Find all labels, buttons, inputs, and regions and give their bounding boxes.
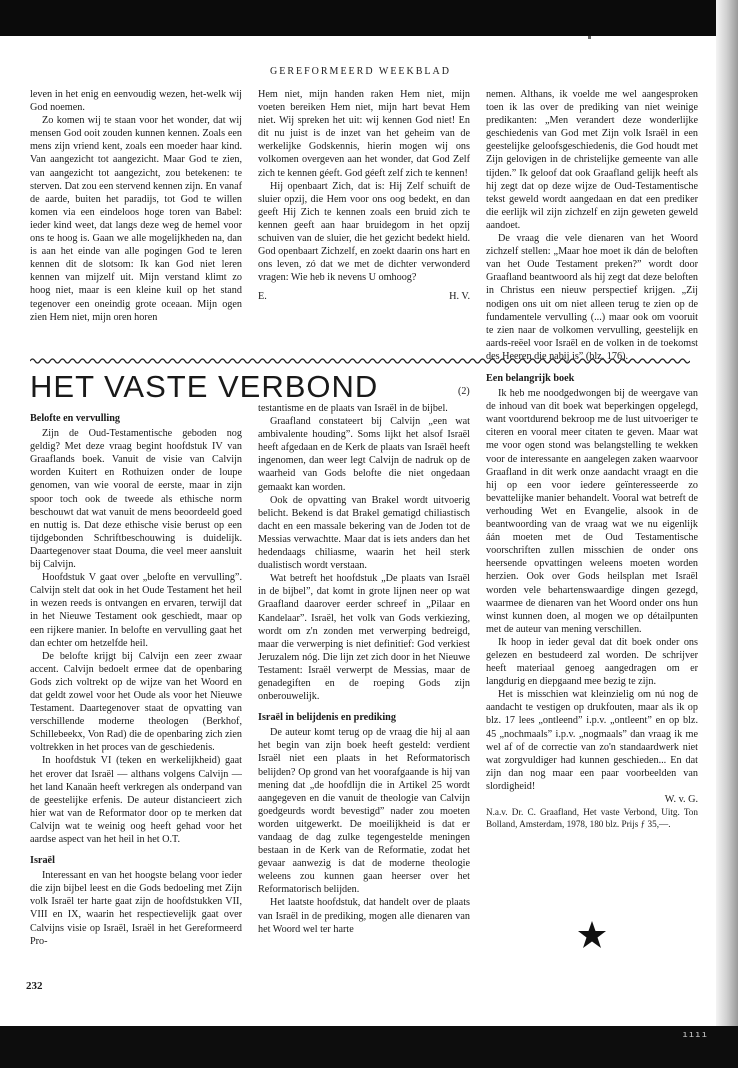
article-part-number: (2)	[458, 386, 470, 397]
running-header: GEREFORMEERD WEEKBLAD	[270, 66, 451, 77]
bottom-scan-border	[0, 1026, 738, 1068]
paragraph: Ik hoop in ieder geval dat dit boek onder ons gelezen en bestudeerd zal worden. De schrijver heeft materiaal genoeg aangedragen om er langdurig en diepgaand mee bezig te zijn.	[486, 636, 698, 688]
paragraph: Het laatste hoofdstuk, dat handelt over de plaats van Israël in de prediking, mogen alle dienaren van het Woord wel ter harte	[258, 897, 470, 935]
article-signature: W. v. G.	[664, 794, 698, 805]
paragraph: Hem niet, mijn handen raken Hem niet, mijn voeten bereiken Hem niet, mijn hart bevat Hem niet. Wij spreken het uit: wij kennen God niet! En dit nu juist is de inzet van het geheim van de werkelijke Godskennis, hierin mogen wij ons volkomen overgeven aan het wonder, dat God Zelf zich te kennen géeft. God géeft zelf zich te kennen!	[258, 89, 470, 179]
paragraph: testantisme en de plaats van Israël in de bijbel.	[258, 403, 448, 414]
page-edge-shadow	[716, 0, 738, 1068]
signature-line	[258, 290, 470, 303]
paragraph: Wat betreft het hoofdstuk „De plaats van Israël in de bijbel”, dat komt in grote lijnen neer op wat Graafland daarover eerder schreef in „Pilaar en Kandelaar”. Israël, het volk van Gods verkiezing, wordt om z'n zonden met verwerping bedreigd, maar die verwerping is niet definitief: God verkiest Jeruzalem nóg. Die lijn zet zich door in het Nieuwe Testament: Israël verwerpt de Messias, maar de genadegiften en de roeping Gods zijn onberouwelijk.	[258, 573, 470, 703]
signature-right: H. V.	[449, 291, 470, 303]
paragraph: In hoofdstuk VI (teken en werkelijkheid) gaat het erover dat Israël — althans volgens Calvijn — het land Kanaän heeft verkregen als onderpand van de geestelijke erfenis. De auteur distancieert zich hier wat van de Reformator door op te merken dat Calvijn wat te weinig oog heeft gehad voor het aardse aspect van het heil in het O.T.	[30, 755, 242, 845]
top-article-column-2	[258, 88, 470, 304]
paragraph: De belofte krijgt bij Calvijn een zeer zwaar accent. Calvijn bedoelt ermee dat de openbaring Gods zich voltrekt op de wijze van het Woord en dat geldt zowel voor het Oude als voor het Nieuwe Testament. Daartegenover staat de opvatting van verschillende moderne theologen (Berkhof, Schillebeekx, Von Rad) die de openbaring zich zien voltrekken in het proces van de geschiedenis.	[30, 650, 242, 754]
paragraph: Ik heb me noodgedwongen bij de weergave van de inhoud van dit boek wat beperkingen opgelegd, want voortdurend bekroop me de lust uitvoeriger te citeren en vooral meer citaten te geven. Maar wat me voor ogen stond was belangstelling te wekken voor de interessante en aangelegen zaken waarvoor Graafland in dit werk onze aandacht vraagt en die hij op een voor iedere geïnteresseerde zo bevattelijke manier behandelt. Vooral wat betreft de verhouding Wet en Evangelie, alsook in de beantwoording van de vraag wat we nu eigenlijk áán moeten met de Oud Testamentische voorschriften zullen misschien de onder ons heersende opvattingen weleens moeten worden herzien. Ook over Gods heilsplan met Israël worden vele behartenswaardige dingen gezegd, waarmee de dienaren van het Woord onder ons hun winst kunnen doen, al mogen we op détailpunten met de auteur van mening verschillen.	[486, 388, 698, 635]
top-scan-border	[0, 0, 738, 36]
paragraph: Zo komen wij te staan voor het wonder, dat wij mensen God ooit zouden kunnen kennen. Zoals een mens zijn vriend kent, zoals een moeder haar kind. Van aangezicht tot aangezicht. Maar God te zien, van aangezicht tot aangezicht, zou betekenen: te sterven. Dat zou een stervend kennen zijn. En vanaf de aarde, buiten het paradijs, tot God te willen komen via een eindeloos hoge toren van Babel: ieder kind weet, dat langs deze weg de hemel voor ons te hoog is. Gaan we alle mogelijkheden na, dan is aan het einde van alle pogingen God te leren kennen dit de slotsom: Ik kan God niet leren kennen van mijzelf uit. Mijn verstand klimt zo hoog niet, maar is een kleine kuil op het stand tegenover een oneindig grote oceaan. Mijn ogen zien Hem niet, mijn oren horen	[30, 115, 242, 323]
paragraph: leven in het enig en eenvoudig wezen, het-welk wij God noemen.	[30, 89, 242, 114]
section-heading: Een belangrijk boek	[486, 373, 575, 384]
paragraph: Hij openbaart Zich, dat is: Hij Zelf schuift de sluier opzij, die Hem voor ons oog bedekt, en dan geeft Hij Zich te kennen zoals een bruid zich te kennen geeft aan haar bruidegom in het opzij schuiven van de sluier, die het gezicht bedekt hield. God openbaart Zichzelf, en zoekt daarin ons hart en ons leven, zó dat we met de dichter verwonderd vragen: Wie heb ik nevens U omhoog?	[258, 180, 470, 284]
section-heading: Israël	[30, 855, 55, 867]
paragraph: De vraag die vele dienaren van het Woord zichzelf stellen: „Maar hoe moet ik dán de beloften van het Oude Testament preken?” wordt door Graafland beantwoord als hij zegt dat deze beloften in Christus een nieuw perspectief krijgen. „Zij nodigen ons uit om niet alleen terug te zien op de fundamentele vervulling (...) maar ook om vooruit te zien naar de volkomen vervulling, geestelijk en aards-reëel voor Israël en de volken in de toekomst des Heeren die nabij is” (blz. 176).	[486, 233, 698, 362]
paragraph: Graafland constateert bij Calvijn „een wat ambivalente houding”. Soms lijkt het alsof Israël heeft afgedaan en de Kerk de plaats van Israël heeft ingenomen, dan weer legt Calvijn de nadruk op de waarheid van Gods belofte die niet ongedaan gemaakt kan worden.	[258, 416, 470, 493]
section-heading: Israël in belijdenis en prediking	[258, 712, 396, 724]
paragraph: Zijn de Oud-Testamentische geboden nog geldig? Met deze vraag begint hoofdstuk IV van Graaflands boek. Vanuit de visie van Calvijn worden Kuitert en Rothuizen onder de loupe genomen, van wie vooral de eerste, maar in zijn spoor toch ook de tweede als ethische norm beschouwt dat wat vanuit de mens beoordeeld goed en nuttig is. Dat deze ethische visie berust op een tijdgebonden Schriftbeschouwing is duidelijk. Daartegenover staat Douma, die veel meer aansluit bij Calvijn.	[30, 428, 242, 571]
article-column-2	[258, 402, 470, 936]
scan-ticks: ıııı	[682, 1030, 708, 1040]
signature-left: E.	[258, 291, 267, 303]
star-ornament-icon	[577, 920, 607, 950]
article-column-3	[486, 372, 698, 830]
article-title: HET VASTE VERBOND	[30, 369, 379, 404]
scan-mark	[588, 36, 591, 39]
top-article-column-3	[486, 88, 698, 363]
article-column-1	[30, 412, 242, 948]
paragraph: nemen. Althans, ik voelde me wel aangesproken toen ik las over de prediking van niet weinige predikanten: „Men verandert deze wonderlijke geschiedenis van God met Zijn volk Israël in een geestelijke geloofsgeschiedenis, die God houdt met Zijn gelovigen in de christelijke gemeente van alle tijden.” Ik geloof dat ook Graafland gelijk heeft als hij zegt dat op deze wijze de Oud-Testamentische tekst geweld wordt aangedaan en dat een prediker die eerlijk wil zijn zichzelf en zijn geweten geweld aandoet.	[486, 89, 698, 231]
paragraph: Interessant en van het hoogste belang voor ieder die zijn bijbel leest en die Gods bedoeling met Zijn volk Israël ter harte gaat zijn de hoofdstukken VII, VIII en IX, waarin het respectievelijk gaat over Calvijns visie op Israël, Israël in het Gereformeerd Pro-	[30, 870, 242, 947]
paragraph: Hoofdstuk V gaat over „belofte en vervulling”. Calvijn stelt dat ook in het Oude Testament het heil in wezen reeds is ontvangen en ervaren, terwijl dat in het Nieuwe Testament ook geschiedt, maar op een rijkere manier. In belofte en vervulling gaat het dan echter om hetzelfde heil.	[30, 572, 242, 649]
paragraph: Het is misschien wat kleinzielig om nú nog de aandacht te vestigen op drukfouten, maar als ik op blz. 17 lees „ontleend” i.p.v. „ontleent” en op blz. 45 „nochmaals” i.p.v. „nogmaals” dan vraag ik me wel af of de correctie van zo'n standaardwerk niet wat zorgvuldiger had kunnen geschieden... En dat zijn dan nog maar een paar voorbeelden van slordigheid!	[486, 689, 698, 792]
section-heading: Belofte en vervulling	[30, 413, 120, 424]
book-source-note: N.a.v. Dr. C. Graafland, Het vaste Verbond, Uitg. Ton Bolland, Amsterdam, 1978, 180 blz. Prijs ƒ 35,—.	[486, 807, 698, 830]
page-number: 232	[26, 980, 43, 992]
paragraph: Ook de opvatting van Brakel wordt uitvoerig belicht. Bekend is dat Brakel gematigd chiliastisch dacht en een massale bekering van de Joden tot de Messias verwachtte. Maar dat is iets anders dan het hedendaags chiliasme, waarin het heil sterk dualistisch wordt verstaan.	[258, 494, 470, 572]
paragraph: De auteur komt terug op de vraag die hij al aan het begin van zijn boek heeft gesteld: verdient Israël niet een plaats in het Reformatorisch belijden? Op grond van het voorafgaande is hij van mening dat „de hoofdlijn die in Artikel 25 wordt aangegeven en die vanuit de theologie van Calvijn goedgeurds wordt bevestigd” nader zou moeten worden uitgewerkt. De moeilijkheid is dat er vandaag de dag zulke tegengestelde meningen bestaan in de Kerk van de Reformatie, zodat het gevaar aanwezig is dat de moderne theologie weleens zou kunnen gaan heerser over het Reformatorisch belijden.	[258, 727, 470, 896]
top-article-column-1	[30, 88, 242, 324]
wavy-divider	[30, 356, 690, 366]
